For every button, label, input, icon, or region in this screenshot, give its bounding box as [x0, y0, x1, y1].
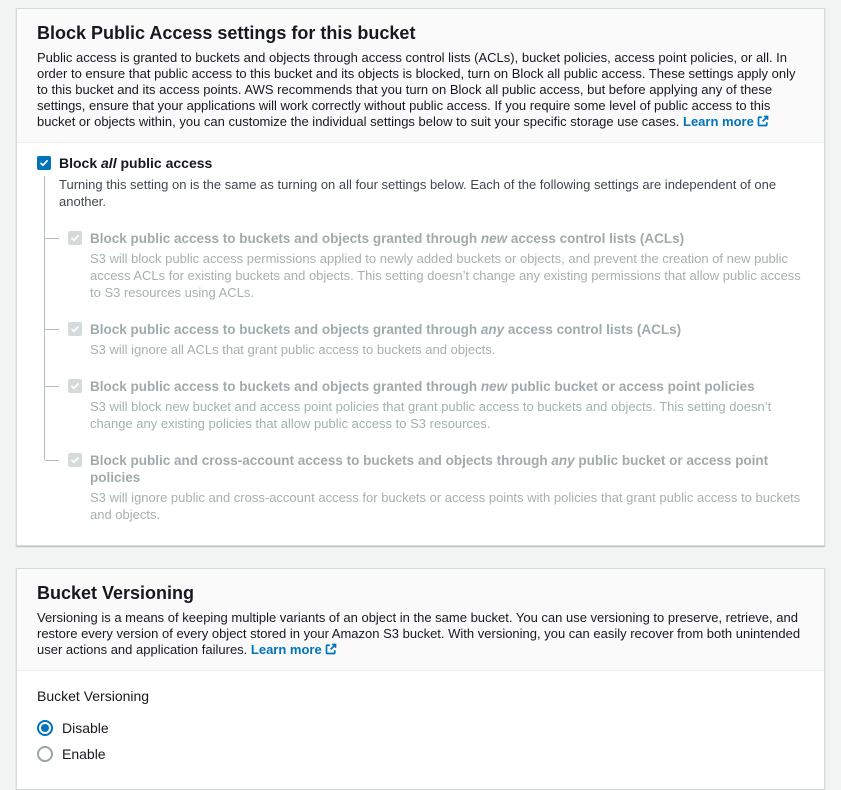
bucket-versioning-header: [17, 569, 824, 671]
learn-more-link[interactable]: Learn more: [250, 642, 322, 657]
block-all-public-access-row: [37, 155, 804, 172]
subsetting-new-policies: [37, 358, 804, 432]
subsetting-new-policies-checkbox: [68, 379, 82, 393]
versioning-disable-radio[interactable]: [37, 720, 53, 736]
subsetting-new-acls-description: S3 will block public access permissions applied to newly added buckets or objects, and prevent the creation of new public access ACLs for existing buckets and objects. This setting doesn’t change any existing permissions that allow public access to S3 resources using ACLs.: [90, 251, 801, 300]
bucket-versioning-title: Bucket Versioning: [37, 583, 195, 603]
checkmark-icon: [70, 381, 80, 391]
block-public-access-card: [16, 8, 825, 546]
versioning-enable-option[interactable]: [37, 741, 804, 767]
block-public-access-header: [17, 9, 824, 143]
block-public-access-subsettings: [37, 210, 804, 523]
learn-more-link[interactable]: Learn more: [683, 114, 754, 129]
bucket-versioning-content: [17, 671, 824, 789]
subsetting-new-acls: [37, 210, 804, 301]
subsetting-any-policies-description: S3 will ignore public and cross-account access for buckets or access points with policies that grant public access to buckets and objects.: [90, 490, 801, 522]
checkmark-icon: [70, 233, 80, 243]
subsetting-any-acls: [37, 301, 804, 358]
subsetting-any-acls-checkbox: [68, 322, 82, 336]
block-public-access-content: [17, 143, 824, 545]
subsetting-any-policies-checkbox: [68, 453, 82, 467]
versioning-disable-label: Disable: [62, 720, 109, 736]
external-link-icon: [325, 643, 337, 655]
bucket-versioning-field-label: Bucket Versioning: [37, 688, 150, 704]
subsetting-new-policies-description: S3 will block new bucket and access point policies that grant public access to buckets and objects. This setting doesn’t change any existing policies that allow public access to S3 resources.: [90, 399, 772, 431]
subsetting-any-policies-title: Block public and cross-account access to buckets and objects through any public bucket or access point policies: [90, 453, 769, 485]
subsetting-new-acls-checkbox: [68, 231, 82, 245]
block-all-public-access-checkbox[interactable]: [37, 156, 51, 170]
versioning-enable-label: Enable: [62, 746, 106, 762]
versioning-enable-radio[interactable]: [37, 746, 53, 762]
block-all-public-access-label[interactable]: Block all public access: [59, 155, 213, 171]
block-all-public-access-description: Turning this setting on is the same as turning on all four settings below. Each of the following settings are independent of one another.: [44, 176, 804, 210]
bucket-versioning-card: [16, 568, 825, 790]
block-public-access-title: Block Public Access settings for this bucket: [37, 23, 416, 43]
external-link-icon: [757, 115, 769, 127]
checkmark-icon: [70, 455, 80, 465]
subsetting-any-acls-description: S3 will ignore all ACLs that grant public access to buckets and objects.: [90, 342, 496, 357]
bucket-versioning-description: Versioning is a means of keeping multiple variants of an object in the same bucket. You can use versioning to preserve, retrieve, and restore every version of every object stored in your Amazon S3 bucket. With versioning, you can easily recover from both unintended user actions and application failures. Learn more: [37, 610, 801, 657]
subsetting-any-acls-title: Block public access to buckets and objects granted through any access control lists (ACLs): [90, 322, 682, 337]
checkmark-icon: [70, 324, 80, 334]
subsetting-any-policies: [37, 432, 804, 523]
subsetting-new-acls-title: Block public access to buckets and objects granted through new access control lists (ACLs): [90, 231, 685, 246]
block-public-access-description: Public access is granted to buckets and objects through access control lists (ACLs), bucket policies, access point policies, or all. In order to ensure that public access to this bucket and its objects is blocked, turn on Block all public access. These settings apply only to this bucket and its access points. AWS recommends that you turn on Block all public access, but before applying any of these settings, ensure that your applications will work correctly without public access. If you require some level of public access to this bucket or objects within, you can customize the individual settings below to suit your specific storage use cases. Learn more: [37, 50, 796, 129]
checkmark-icon: [39, 158, 49, 168]
versioning-disable-option[interactable]: [37, 715, 804, 741]
subsetting-new-policies-title: Block public access to buckets and objects granted through new public bucket or access point policies: [90, 379, 755, 394]
